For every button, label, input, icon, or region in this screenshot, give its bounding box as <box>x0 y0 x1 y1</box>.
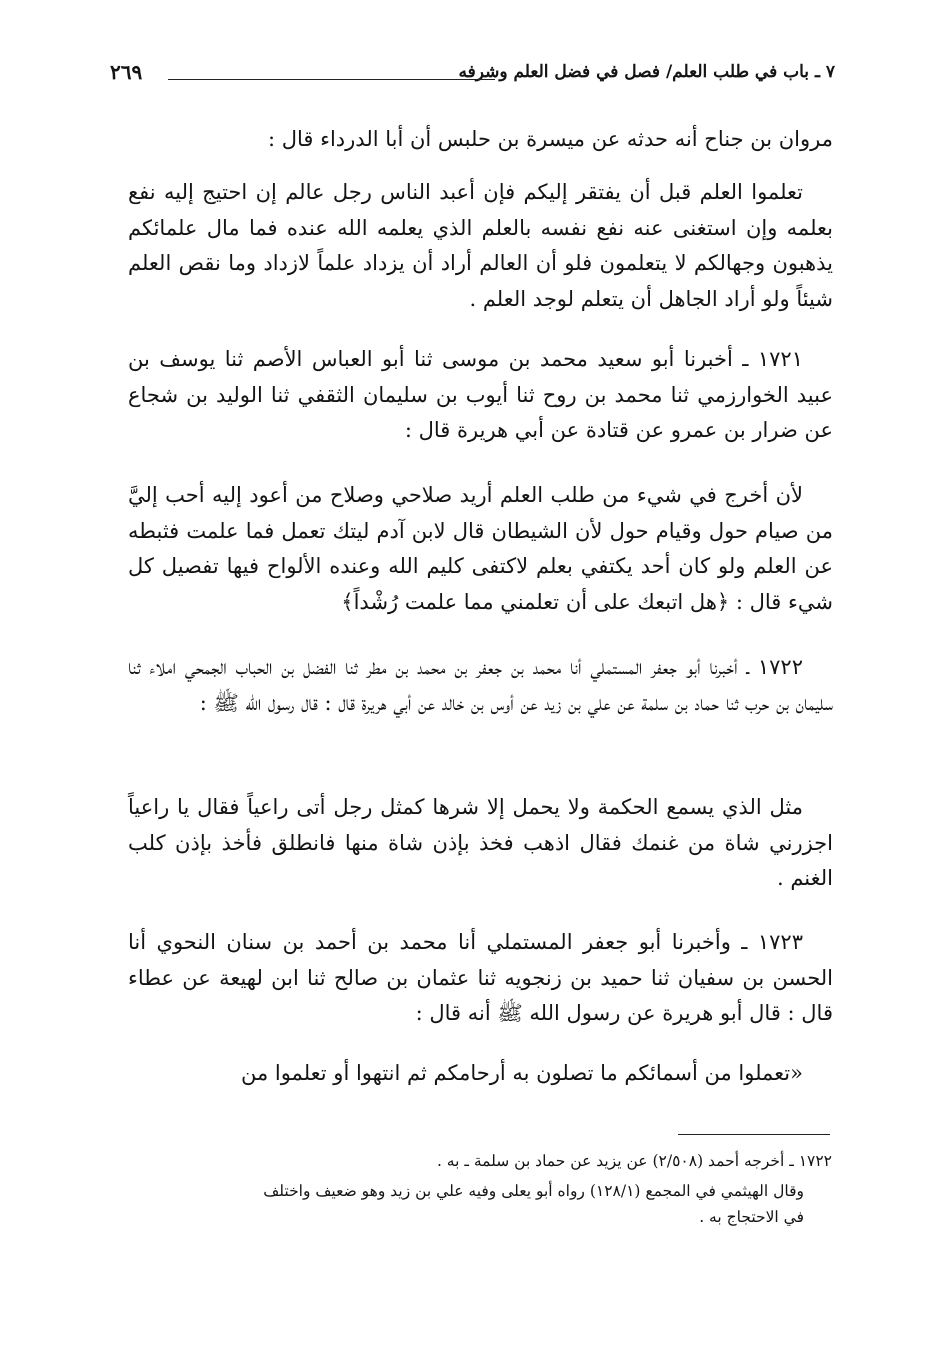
footnote-haythami: وقال الهيثمي في المجمع (١٢٨/١) رواه أبو يعلى وفيه علي بن زيد وهو ضعيف واختلف <box>263 1182 804 1200</box>
paragraph-hadith-1723: ١٧٢٣ ـ وأخبرنا أبو جعفر المستملي أنا محمد بن أحمد بن سنان النحوي أنا الحسن بن سفيان ثنا حميد بن زنجويه ثنا عثمان بن صالح ثنا ابن لهيعة عن عطاء قال : قال أبو هريرة عن رسول الله ﷺ أنه قال : <box>128 930 833 1025</box>
paragraph-text-1723: «تعملوا من أسمائكم ما تصلون به أرحامكم ثم انتهوا أو تعلموا من <box>240 1061 803 1085</box>
footnote-1722: ١٧٢٢ ـ أخرجه أحمد (٢/٥٠٨) عن يزيد عن حماد بن سلمة ـ به . <box>436 1152 832 1170</box>
footnote-rule <box>678 1134 830 1135</box>
paragraph-text-1722: مثل الذي يسمع الحكمة ولا يحمل إلا شرها كمثل رجل أتى راعياً فقال يا راعياً اجزرني شاة من غنمك فقال اذهب فخذ بإذن شاة منها فانطلق فأخذ بإذن كلب الغنم . <box>128 795 833 890</box>
footnotes <box>120 1146 832 1232</box>
footnote-haythami-continuation: في الاحتجاج به . <box>699 1208 804 1226</box>
running-title: ٧ ـ باب في طلب العلم/ فصل في فضل العلم وشرفه <box>458 62 835 82</box>
header-rule <box>168 79 495 80</box>
page-number: ٢٦٩ <box>110 60 143 84</box>
running-header <box>110 62 835 92</box>
paragraph-hadith-1721: ١٧٢١ ـ أخبرنا أبو سعيد محمد بن موسى ثنا أبو العباس الأصم ثنا يوسف بن عبيد الخوارزمي ثنا محمد بن روح ثنا أيوب بن سليمان الثقفي ثنا الوليد بن شجاع عن ضرار بن عمرو عن قتادة عن أبي هريرة قال : <box>128 347 833 442</box>
paragraph-hadith-1722: ١٧٢٢ ـ أخبرنا أبو جعفر المستملي أنا محمد بن جعفر بن محمد بن مطر ثنا الفضل بن الحباب الجمحي املاء ثنا سليمان بن حرب ثنا حماد بن سلمة عن علي بن زيد عن أوس بن خالد عن أبي هريرة قال : قال رسول الله ﷺ : <box>128 655 833 715</box>
paragraph-quote-abu-darda: تعلموا العلم قبل أن يفتقر إليكم فإن أعبد الناس رجل عالم إن احتيج إليه نفع بعلمه وإن استغنى عنه نفع نفسه بالعلم الذي يعلمه الله عنده فما مال علمائكم يذهبون وجهالكم لا يتعلمون فلو أن العالم أراد أن يزداد علماً لازداد وما نقص العلم شيئاً ولو أراد الجاهل أن يتعلم لوجد العلم . <box>128 180 833 311</box>
paragraph-continuation: مروان بن جناح أنه حدثه عن ميسرة بن حلبس أن أبا الدرداء قال : <box>267 127 833 151</box>
paragraph-text-1721: لأن أخرج في شيء من طلب العلم أريد صلاحي وصلاح من أعود إليه أحب إليَّ من صيام حول وقيام حول لأن الشيطان قال لابن آدم ليتك تعمل فما علمت فثبطه عن العلم ولو كان أحد يكتفي بعلم لاكتفى كليم الله وعنده الألواح فيها تفصيل كل شيء قال : ﴿هل اتبعك على أن تعلمني مما علمت رُشْداً﴾ <box>128 483 833 614</box>
